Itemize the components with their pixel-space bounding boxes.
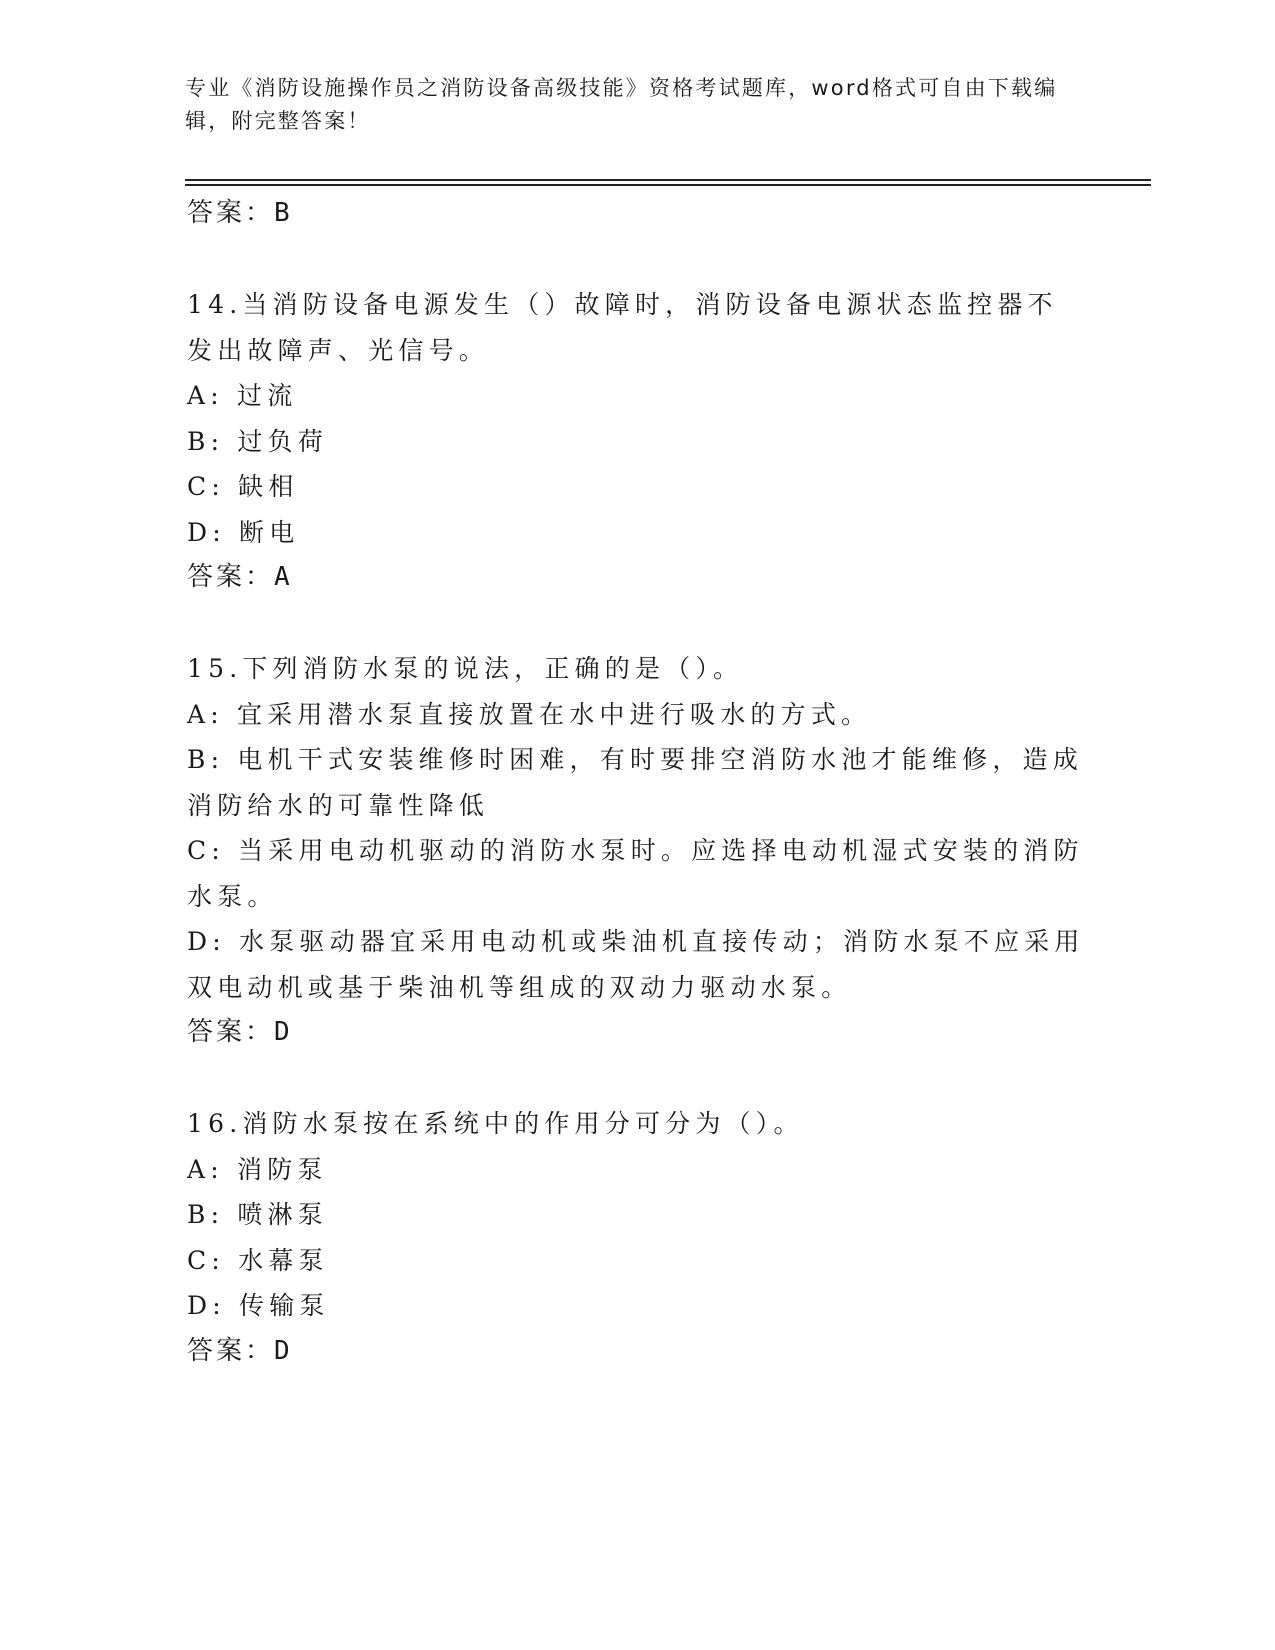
question-stem: 14.当消防设备电源发生（）故障时，消防设备电源状态监控器不发出故障声、光信号。: [187, 290, 1058, 365]
spacer: [187, 601, 1087, 647]
answer-value: D: [274, 1335, 293, 1366]
question-stem: 16.消防水泵按在系统中的作用分可分为（）。: [187, 1109, 804, 1138]
answer-value: A: [274, 562, 293, 592]
answer-value: D: [274, 1017, 293, 1047]
answer-label: 答案：: [187, 198, 275, 228]
spacer: [187, 237, 1087, 283]
option-a: A: 消防泵: [187, 1154, 328, 1184]
option-d: D: 断电: [187, 517, 300, 547]
answer-label: 答案：: [187, 1335, 275, 1366]
question-answer: [187, 555, 1087, 601]
question-answer: [187, 1329, 1087, 1375]
option-c: C: 水幕泵: [187, 1245, 329, 1275]
question-16: [187, 1101, 1087, 1374]
question-answer: [187, 1010, 1087, 1056]
option-b: B: 电机干式安装维修时困难，有时要排空消防水池才能维修，造成消防给水的可靠性降低: [187, 745, 1083, 820]
option-b: B: 过负荷: [187, 426, 328, 456]
question-14: [187, 282, 1087, 601]
answer-value: B: [274, 198, 293, 228]
question-15: [187, 646, 1087, 1056]
header-divider-bottom: [185, 184, 1151, 186]
option-b: B: 喷淋泵: [187, 1200, 328, 1229]
option-d: D: 传输泵: [187, 1291, 330, 1320]
question-list: [187, 191, 1087, 1374]
question-stem: 15.下列消防水泵的说法，正确的是（）。: [187, 654, 744, 683]
option-a: A: 宜采用潜水泵直接放置在水中进行吸水的方式。: [187, 699, 872, 729]
option-c: C: 缺相: [187, 472, 299, 501]
answer-label: 答案：: [187, 562, 275, 592]
previous-answer: [187, 191, 1087, 237]
option-c: C: 当采用电动机驱动的消防水泵时。应选择电动机湿式安装的消防水泵。: [187, 836, 1084, 911]
spacer: [187, 1056, 1087, 1102]
document-header: [185, 72, 1065, 138]
header-divider-top: [185, 179, 1151, 181]
answer-label: 答案：: [187, 1017, 275, 1047]
option-d: D: 水泵驱动器宜采用电动机或柴油机直接传动；消防水泵不应采用双电动机或基于柴油机等组成的双动力驱动水泵。: [187, 927, 1085, 1002]
option-a: A: 过流: [187, 381, 298, 410]
header-text: 专业《消防设施操作员之消防设备高级技能》资格考试题库，word格式可自由下载编辑，附完整答案！: [185, 76, 1058, 133]
